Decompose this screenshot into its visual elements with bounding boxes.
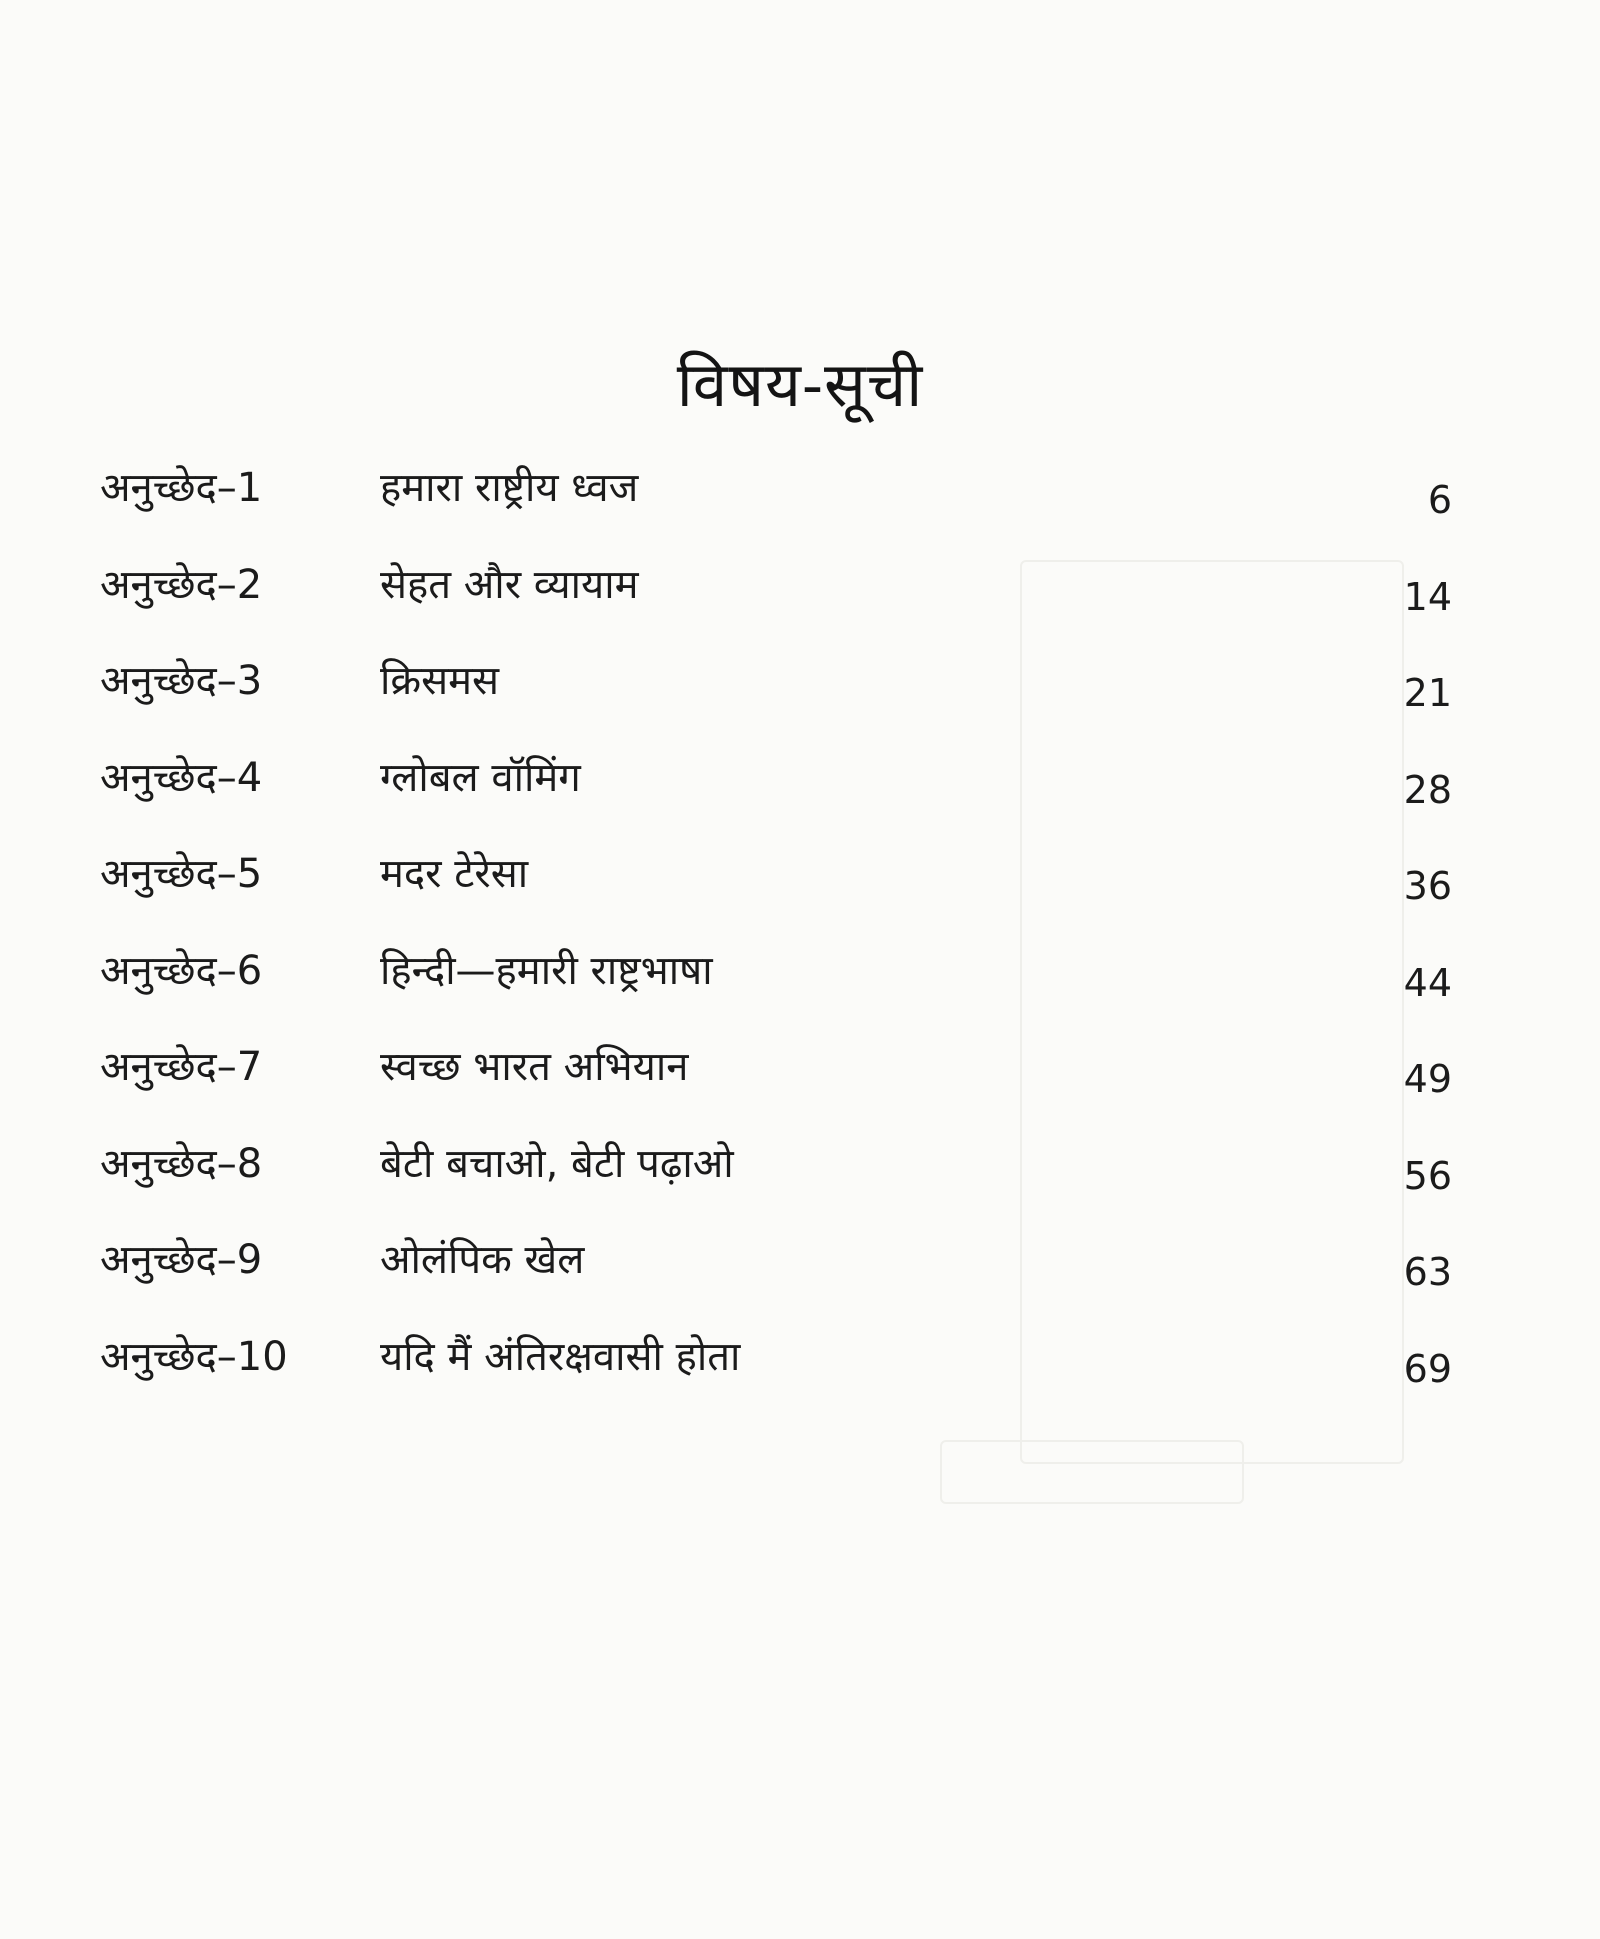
chapter-label: अनुच्छेद–9 [100, 1237, 263, 1283]
chapter-label: अनुच्छेद–10 [100, 1334, 288, 1380]
chapter-topic: ओलंपिक खेल [380, 1237, 585, 1283]
toc-row[interactable] [0, 1317, 1600, 1397]
chapter-label: अनुच्छेद–4 [100, 755, 263, 801]
chapter-topic: सेहत और व्यायाम [380, 562, 639, 608]
toc-row[interactable] [0, 448, 1600, 528]
chapter-topic: यदि मैं अंतिरक्षवासी होता [380, 1334, 741, 1380]
page-number: 69 [1403, 1347, 1452, 1391]
toc-row[interactable] [0, 1027, 1600, 1107]
page-number: 36 [1403, 864, 1452, 908]
toc-row[interactable] [0, 1220, 1600, 1300]
page-number: 21 [1403, 671, 1452, 715]
chapter-topic: क्रिसमस [380, 658, 500, 704]
chapter-topic: ग्लोबल वॉमिंग [380, 755, 581, 801]
toc-row[interactable] [0, 931, 1600, 1011]
page-number: 63 [1403, 1250, 1452, 1294]
toc-row[interactable] [0, 738, 1600, 818]
toc-row[interactable] [0, 545, 1600, 625]
chapter-topic: बेटी बचाओ, बेटी पढ़ाओ [380, 1141, 734, 1187]
page-number: 44 [1403, 961, 1452, 1005]
page-number: 49 [1403, 1057, 1452, 1101]
chapter-topic: स्वच्छ भारत अभियान [380, 1044, 689, 1090]
chapter-topic: हमारा राष्ट्रीय ध्वज [380, 465, 639, 511]
chapter-label: अनुच्छेद–5 [100, 851, 263, 897]
page-number: 28 [1403, 768, 1452, 812]
chapter-topic: मदर टेरेसा [380, 851, 529, 897]
toc-row[interactable] [0, 834, 1600, 914]
page-number: 14 [1403, 575, 1452, 619]
chapter-topic: हिन्दी—हमारी राष्ट्रभाषा [380, 948, 713, 994]
toc-row[interactable] [0, 641, 1600, 721]
page-number: 6 [1427, 478, 1452, 522]
chapter-label: अनुच्छेद–3 [100, 658, 263, 704]
toc-row[interactable] [0, 1124, 1600, 1204]
chapter-label: अनुच्छेद–7 [100, 1044, 263, 1090]
chapter-label: अनुच्छेद–6 [100, 948, 263, 994]
chapter-label: अनुच्छेद–8 [100, 1141, 263, 1187]
page-number: 56 [1403, 1154, 1452, 1198]
chapter-label: अनुच्छेद–2 [100, 562, 263, 608]
page-title: विषय-सूची [676, 348, 924, 421]
chapter-label: अनुच्छेद–1 [100, 465, 263, 511]
